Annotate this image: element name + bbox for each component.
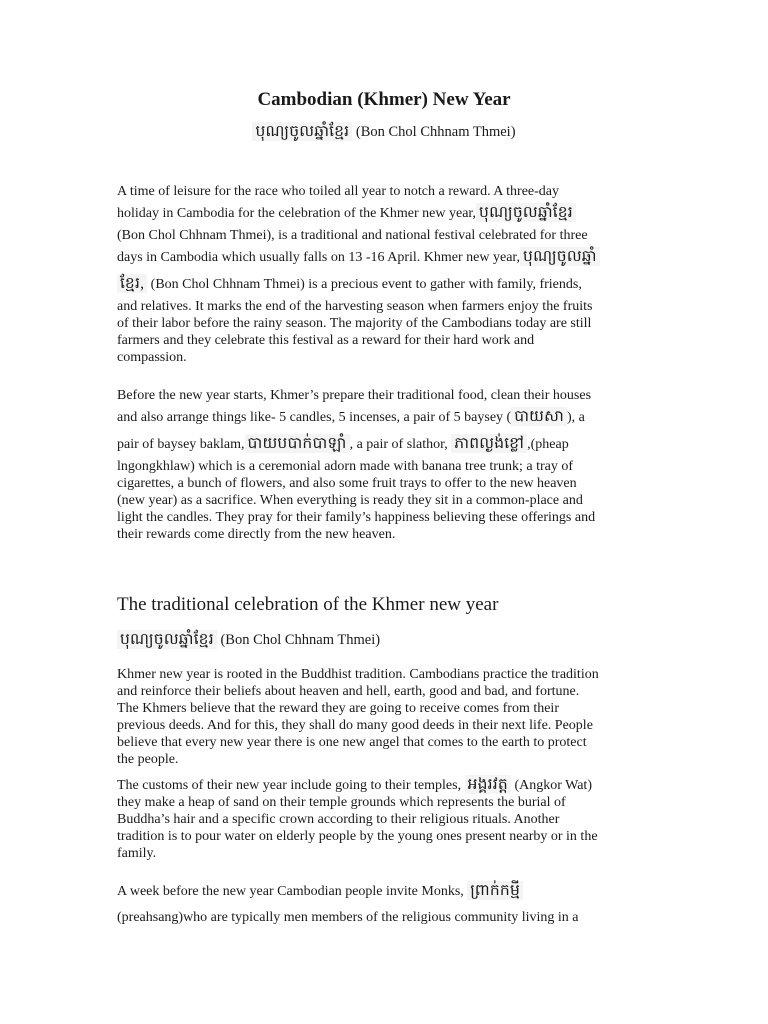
text-line: of their labor before the rainy season. The majority of the Cambodians today are still: [117, 316, 592, 331]
khmer-text: ព្រាក់កម្មី: [467, 881, 523, 900]
text-line: (preahsang)who are typically men members of the religious community living in a: [117, 910, 579, 925]
romanized-subtitle: (Bon Chol Chhnam Thmei): [216, 632, 381, 648]
text-line: compassion.: [117, 350, 187, 365]
text-span: ), a: [567, 410, 585, 425]
text-line: [117, 431, 652, 458]
text-line: and relatives. It marks the end of the harvesting season when farmers enjoy the fruits: [117, 299, 593, 314]
text-line: they make a heap of sand on their temple grounds which represents the burial of: [117, 795, 566, 810]
text-line: lngongkhlaw) which is a ceremonial adorn made with banana tree trunk; a tray of: [117, 459, 574, 474]
title-subtitle: [0, 121, 768, 144]
khmer-text: បាយបបាក់បាឡាំ: [245, 434, 350, 453]
text-line: their rewards come directly from the new heaven.: [117, 527, 396, 542]
text-line: previous deeds. And for this, they shall do many good deeds in their next life. People: [117, 718, 593, 733]
text-span: pair of baysey baklam,: [117, 437, 245, 452]
text-span: (Bon Chol Chhnam Thmei) is a precious event to gather with family, friends,: [147, 277, 582, 292]
paragraph-intro: [117, 183, 652, 366]
text-line: [117, 404, 652, 431]
text-line: The Khmers believe that the reward they are going to receive comes from their: [117, 701, 559, 716]
text-line: [117, 776, 652, 794]
text-line: the people.: [117, 752, 179, 767]
text-line: tradition is to pour water on elderly people by the young ones present nearby or in the: [117, 829, 598, 844]
text-line: A time of leisure for the race who toiled all year to notch a reward. A three-day: [117, 184, 559, 199]
khmer-text: បុណ្យចូលឆ្នាំខ្មែរ: [476, 203, 576, 222]
paragraph-monks: [117, 878, 652, 931]
text-line: Khmer new year is rooted in the Buddhist tradition. Cambodians practice the tradition: [117, 667, 599, 682]
khmer-text: អង្គរវត្ត: [465, 775, 511, 794]
text-span: The customs of their new year include going to their temples,: [117, 778, 465, 793]
text-span: A week before the new year Cambodian people invite Monks,: [117, 884, 468, 899]
text-span: holiday in Cambodia for the celebration of the Khmer new year,: [117, 206, 477, 221]
khmer-title: បុណ្យចូលឆ្នាំខ្មែរ: [252, 122, 352, 141]
paragraph-customs: [117, 776, 652, 862]
section-heading: The traditional celebration of the Khmer new year: [117, 594, 499, 615]
khmer-text: បាយសា: [511, 407, 567, 426]
text-span: , a pair of slathor,: [349, 437, 452, 452]
text-line: and reinforce their beliefs about heaven and hell, earth, good and bad, and fortune.: [117, 684, 580, 699]
text-line: farmers and they celebrate this festival as a reward for their hard work and: [117, 333, 535, 348]
section-subtitle: [117, 629, 380, 652]
paragraph-preparation: [117, 387, 652, 543]
text-line: (Bon Chol Chhnam Thmei), is a traditional and national festival celebrated for three: [117, 228, 588, 243]
text-span: (Angkor Wat): [510, 778, 592, 793]
text-line: [117, 244, 652, 271]
text-span: and also arrange things like- 5 candles, 5 incenses, a pair of 5 baysey (: [117, 410, 512, 425]
text-line: Buddha’s hair and a specific crown according to their religious rituals. Another: [117, 812, 560, 827]
text-line: (new year) as a sacrifice. When everything is ready they sit in a common-place and: [117, 493, 583, 508]
text-line: [117, 878, 652, 905]
text-line: cigarettes, a bunch of flowers, and also some fruit trays to offer to the new heaven: [117, 476, 577, 491]
page-title: Cambodian (Khmer) New Year: [257, 89, 511, 110]
text-line: believe that every new year there is one new angel that comes to the earth to protect: [117, 735, 587, 750]
khmer-subtitle: បុណ្យចូលឆ្នាំខ្មែរ: [117, 630, 217, 649]
khmer-text: ភាពល្ងង់ខ្លៅ: [451, 434, 527, 453]
text-line: family.: [117, 846, 157, 861]
khmer-text: បុណ្យចូលឆ្នាំ: [520, 247, 600, 266]
khmer-text: ខ្មែរ,: [117, 274, 147, 293]
text-span: days in Cambodia which usually falls on 13 -16 April. Khmer new year,: [117, 250, 521, 265]
text-line: light the candles. They pray for their family’s happiness believing these offerings and: [117, 510, 596, 525]
text-line: [117, 271, 652, 298]
text-line: [117, 200, 652, 227]
text-span: ,(pheap: [527, 437, 569, 452]
paragraph-tradition: [117, 666, 652, 768]
text-line: Before the new year starts, Khmer’s prepare their traditional food, clean their houses: [117, 388, 592, 403]
romanized-title: (Bon Chol Chhnam Thmei): [355, 124, 516, 140]
